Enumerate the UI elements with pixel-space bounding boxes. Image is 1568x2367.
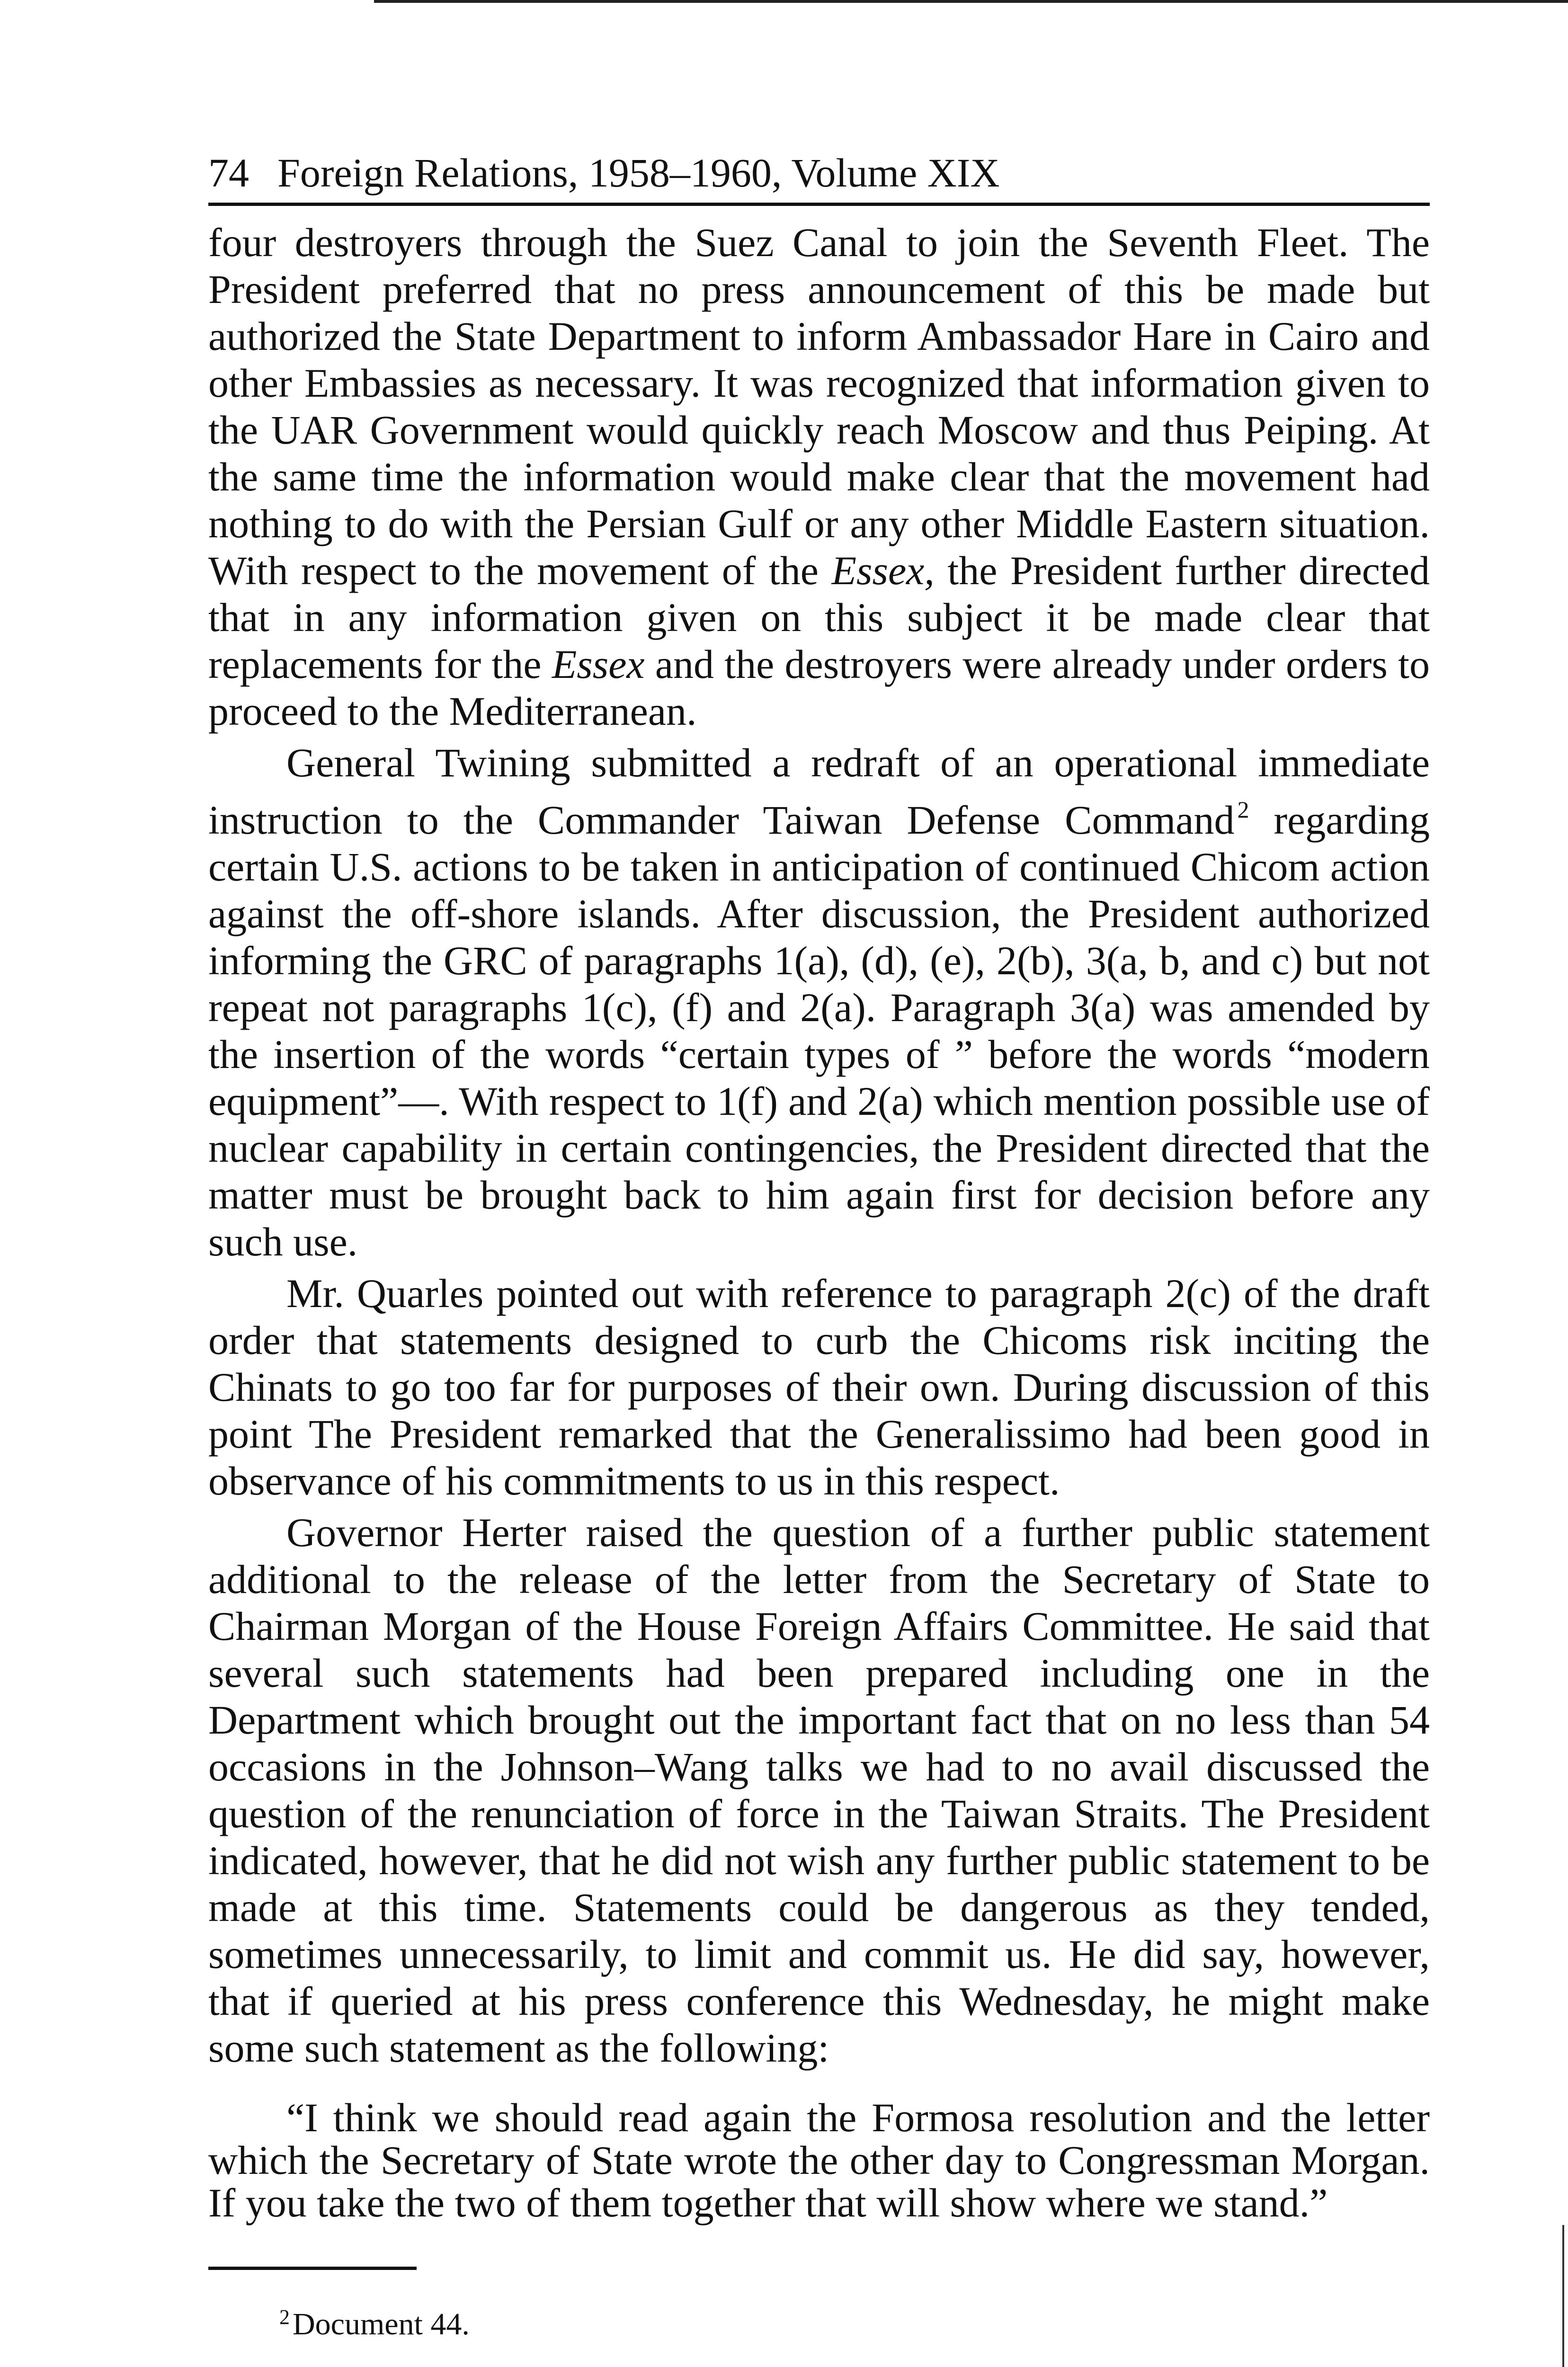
footnote xyxy=(208,2298,1430,2343)
ship-name-essex: Essex, xyxy=(831,548,935,593)
block-quote: “I think we should read again the Formosa resolution and the letter which the Secretary of State wrote the other day to Congressman Morgan. If you take the two of them together that will show where we stand.” xyxy=(208,2095,1430,2225)
paragraph-1-text-c: and the destroyers were already under orders to proceed to the Mediterranean. xyxy=(208,641,1430,734)
paragraph-2-text-a: General Twining submitted a redraft of an operational immediate instruction to the Commander Taiwan Defense Command xyxy=(208,740,1430,843)
paragraph-1 xyxy=(208,219,1430,735)
footnote-rule xyxy=(208,2267,417,2270)
paragraph-1-text-a: four destroyers through the Suez Canal to join the Seventh Fleet. The President preferred that no press announcement of this be made but authorized the State Department to inform Ambassador Hare in Cairo and other Embassies as necessary. It was recognized that information given to the UAR Government would quickly reach Moscow and thus Peiping. At the same time the information would make clear that the movement had nothing to do with the Persian Gulf or any other Middle Eastern situation. With respect to the movement of the xyxy=(208,220,1430,593)
page-number: 74 xyxy=(208,150,249,196)
body-text xyxy=(208,219,1430,2224)
footnote-reference: 2 xyxy=(1237,796,1249,823)
top-edge-rule xyxy=(374,0,1568,3)
footnote-text: Document 44. xyxy=(293,2307,470,2341)
page xyxy=(208,147,1430,2343)
right-edge-mark xyxy=(1562,2225,1564,2367)
footnote-marker: 2 xyxy=(279,2305,290,2329)
paragraph-3: Mr. Quarles pointed out with reference to paragraph 2(c) of the draft order that statements designed to curb the Chicoms risk inciting the Chinats to go too far for purposes of their own. During discussion of this point The President remarked that the Generalissimo had been good in observance of his commitments to us in this respect. xyxy=(208,1271,1430,1504)
paragraph-4: Governor Herter raised the question of a further public statement additional to the release of the letter from the Secretary of State to Chairman Morgan of the House Foreign Affairs Committee. He said that several such statements had been prepared including one in the Department which brought out the important fact that on no less than 54 occasions in the Johnson–Wang talks we had to no avail discussed the question of the renunciation of force in the Taiwan Straits. The President indicated, however, that he did not wish any further public statement to be made at this time. Statements could be dangerous as they tended, sometimes unnecessarily, to limit and commit us. He did say, however, that if queried at his press conference this Wednesday, he might make some such statement as the following: xyxy=(208,1510,1430,2071)
ship-name-essex-2: Essex xyxy=(552,641,645,687)
paragraph-2-text-b: regarding certain U.S. actions to be taken in anticipation of continued Chicom action against the off-shore islands. After discussion, the President authorized informing the GRC of paragraphs 1(a), (d), (e), 2(b), 3(a, b, and c) but not repeat not paragraphs 1(c), (f) and 2(a). Paragraph 3(a) was amended by the insertion of the words “certain types of ” before the words “modern equipment”—. With respect to 1(f) and 2(a) which mention possible use of nuclear capability in certain contingencies, the President directed that the matter must be brought back to him again first for decision before any such use. xyxy=(208,797,1430,1264)
paragraph-1-text-b: the President further directed that in any information given on this subject it be made clear that replacements for the xyxy=(208,548,1430,687)
running-head-title: Foreign Relations, 1958–1960, Volume XIX xyxy=(277,150,1000,196)
running-head xyxy=(208,147,1430,206)
paragraph-2 xyxy=(208,739,1430,1265)
